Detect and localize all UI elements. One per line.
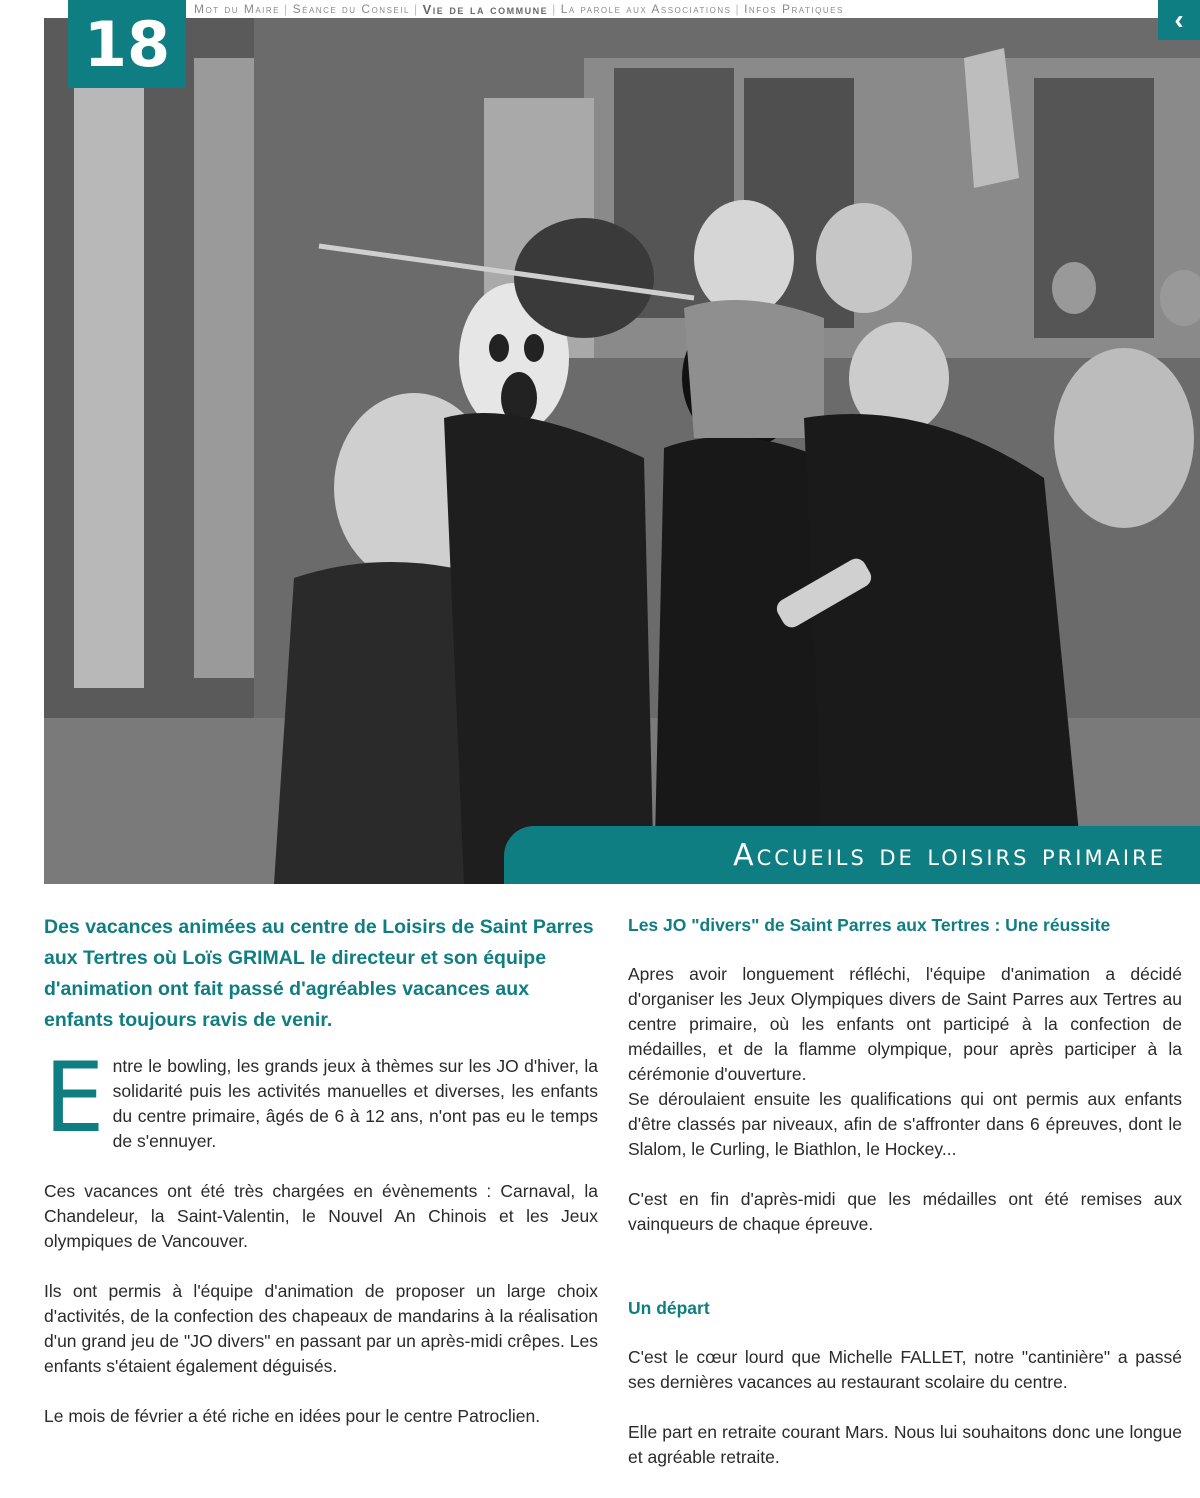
nav-item-mot-du-maire[interactable]: Mot du Maire [194,2,280,16]
article-column-right [628,912,1182,1495]
children-costume-photo [44,18,1200,884]
page-number: 18 [68,0,186,88]
section-banner [504,826,1200,884]
nav-separator: | [284,2,289,16]
paragraph-bowling [44,1042,598,1154]
paragraph-medailles: C'est en fin d'après-midi que les médailles ont été remises aux vainqueurs de chaque épreuve. [628,1189,1182,1234]
nav-item-parole-aux-associations[interactable]: La parole aux Associations [560,2,732,16]
paragraph-bowling-text: ntre le bowling, les grands jeux à thèmes sur les JO d'hiver, la solidarité puis les activités manuelles et diverses, les enfants du centre primaire, âgés de 6 à 12 ans, n'ont pas eu le temps de s'ennuyer. [112,1056,598,1151]
paragraph-cantiniere: C'est le cœur lourd que Michelle FALLET, notre "cantinière" a passé ses dernières vacances au restaurant scolaire du centre. [628,1347,1182,1392]
nav-item-infos-pratiques[interactable]: Infos Pratiques [744,2,844,16]
nav-separator: | [735,2,741,16]
paragraph-fevrier: Le mois de février a été riche en idées pour le centre Patroclien. [44,1406,541,1426]
chevron-left-icon[interactable]: ‹ [1158,0,1200,40]
section-title: Accueils de loisirs primaire [733,837,1166,873]
paragraph-retraite: Elle part en retraite courant Mars. Nous lui souhaitons donc une longue et agréable retraite. [628,1422,1182,1467]
drop-cap: E [44,1042,105,1154]
nav-separator: | [552,2,557,16]
paragraph-qualifications: Se déroulaient ensuite les qualifications qui ont permis aux enfants d'être classés par niveaux, afin de s'affronter dans 6 épreuves, dont le Slalom, le Curling, le Biathlon, le Hockey... [628,1089,1182,1159]
nav-item-seance-du-conseil[interactable]: Séance du Conseil [292,2,410,16]
article-intro: Des vacances animées au centre de Loisirs de Saint Parres aux Tertres où Loïs GRIMAL le directeur et son équipe d'animation ont fait passé d'agréables vacances aux enfants toujours ravis de venir. [44,916,594,1031]
subheading-un-depart: Un départ [628,1298,710,1318]
subheading-jo-divers: Les JO "divers" de Saint Parres aux Tertres : Une réussite [628,915,1111,935]
nav-separator: | [413,2,419,16]
nav-item-vie-de-la-commune[interactable]: Vie de la commune [422,1,549,17]
top-navigation [190,0,1150,18]
paragraph-evenements: Ces vacances ont été très chargées en évènements : Carnaval, la Chandeleur, la Saint-Valentin, le Nouvel An Chinois et les Jeux olympiques de Vancouver. [44,1181,598,1251]
paragraph-jo-organisation: Apres avoir longuement réfléchi, l'équipe d'animation a décidé d'organiser les Jeux Olympiques divers de Saint Parres aux Tertres au centre primaire, où les enfants ont participé à la confection de médailles, et de la flamme olympique, pour après participer à la cérémonie d'ouverture. [628,964,1182,1084]
paragraph-activites: Ils ont permis à l'équipe d'animation de proposer un large choix d'activités, de la confection des chapeaux de mandarins à la réalisation d'un grand jeu de "JO divers" en passant par un après-midi crêpes. Les enfants s'étaient également déguisés. [44,1281,598,1376]
article-column-left [44,912,598,1454]
